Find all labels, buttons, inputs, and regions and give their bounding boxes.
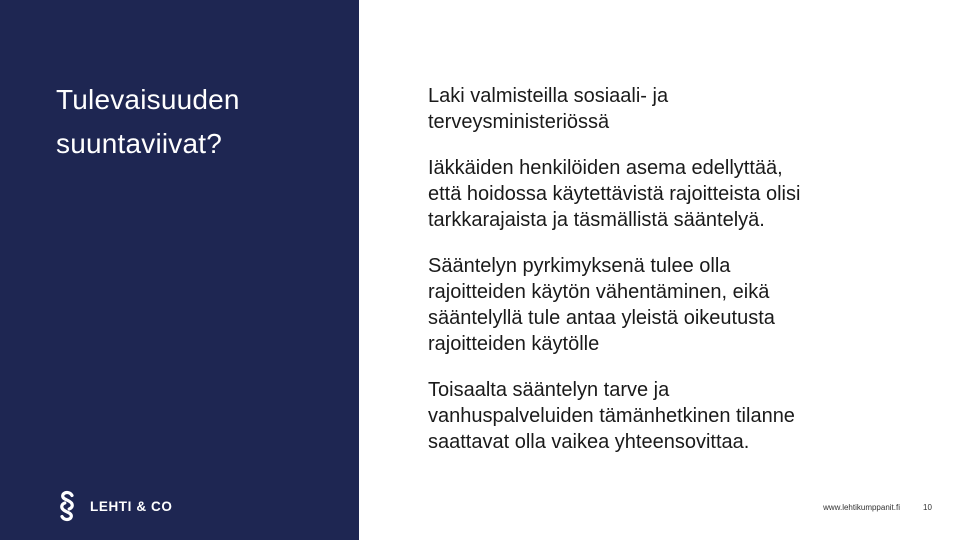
section-sign-icon [56,489,78,523]
slide-title-text: Tulevaisuuden suuntaviivat? [56,84,240,159]
page-number: 10 [923,503,932,512]
bullet-item: Iäkkäiden henkilöiden asema edellyttää, että hoidossa käytettävistä rajoitteista olisi tarkkarajaista ja täsmällistä sääntelyä. [428,157,801,231]
footer-url[interactable]: www.lehtikumppanit.fi [823,503,900,512]
title-panel [0,0,359,540]
bullet-list [428,83,908,455]
bullet-item: Toisaalta sääntelyn tarve ja vanhuspalveluiden tämänhetkinen tilanne saattavat olla vaikea yhteensovittaa. [428,379,795,453]
slide-title [56,78,346,166]
bullet-item: Sääntelyn pyrkimyksenä tulee olla rajoitteiden käytön vähentäminen, eikä sääntelyllä tule antaa yleistä oikeutusta rajoitteiden käytölle [428,255,775,355]
logo-text: LEHTI & CO [90,498,173,514]
bullet-item: Laki valmisteilla sosiaali- ja terveysministeriössä [428,85,669,133]
company-logo [56,489,173,523]
